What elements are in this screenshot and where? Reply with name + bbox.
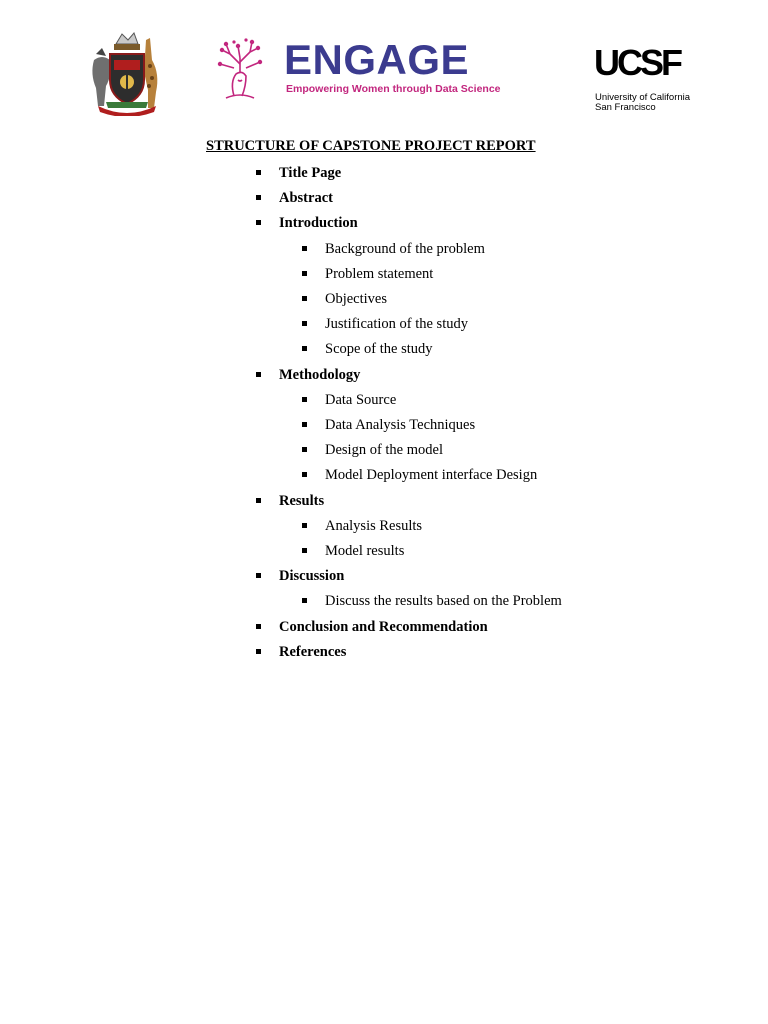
engage-tagline: Empowering Women through Data Science <box>286 83 501 95</box>
bullet-icon <box>302 397 307 402</box>
section-heading: Title Page <box>279 165 342 181</box>
section-heading: Methodology <box>279 366 361 383</box>
subsection-item: Discuss the results based on the Problem <box>325 593 562 610</box>
bullet-icon <box>302 548 307 553</box>
woman-tree-head-icon <box>212 36 274 102</box>
bullet-icon <box>302 447 307 452</box>
subsection-item: Objectives <box>325 291 388 307</box>
bullet-icon <box>302 271 307 276</box>
university-crest-logo <box>88 30 164 116</box>
subsection-item: Background of the problem <box>325 240 485 257</box>
subsection-item: Model Deployment interface Design <box>325 467 538 484</box>
bullet-icon <box>256 498 261 503</box>
ucsf-logo <box>594 44 704 116</box>
engage-logo <box>212 36 502 102</box>
bullet-icon <box>256 372 261 377</box>
bullet-icon <box>256 573 261 578</box>
document-title: STRUCTURE OF CAPSTONE PROJECT REPORT <box>206 138 536 154</box>
subsection-item: Model results <box>325 543 405 559</box>
ucsf-wordmark: UCSF <box>594 42 680 83</box>
subsection-item: Analysis Results <box>325 517 423 534</box>
bullet-icon <box>302 472 307 477</box>
bullet-icon <box>256 195 261 200</box>
engage-wordmark: ENGAGE <box>284 36 470 83</box>
bullet-icon <box>256 624 261 629</box>
bullet-icon <box>256 649 261 654</box>
bullet-icon <box>256 220 261 225</box>
bullet-icon <box>302 296 307 301</box>
subsection-item: Design of the model <box>325 442 443 459</box>
section-heading: Abstract <box>279 190 333 207</box>
coat-of-arms-icon <box>88 30 164 116</box>
bullet-icon <box>302 523 307 528</box>
section-heading: Conclusion and Recommendation <box>279 618 488 635</box>
subsection-item: Justification of the study <box>325 316 468 333</box>
bullet-icon <box>302 321 307 326</box>
ucsf-subtitle-line1: University of California <box>595 92 691 103</box>
bullet-icon <box>302 422 307 427</box>
bullet-icon <box>256 170 261 175</box>
ucsf-subtitle-line2: San Francisco <box>595 102 656 113</box>
section-heading: Discussion <box>279 568 345 585</box>
subsection-item: Data Analysis Techniques <box>325 417 476 433</box>
bullet-icon <box>302 346 307 351</box>
subsection-item: Data Source <box>325 391 397 408</box>
bullet-icon <box>302 246 307 251</box>
bullet-icon <box>302 598 307 603</box>
section-heading: Results <box>279 492 325 509</box>
subsection-item: Problem statement <box>325 265 434 282</box>
section-heading: References <box>279 643 347 660</box>
section-heading: Introduction <box>279 215 358 232</box>
subsection-item: Scope of the study <box>325 341 433 358</box>
ucsf-subtitle <box>595 93 690 113</box>
